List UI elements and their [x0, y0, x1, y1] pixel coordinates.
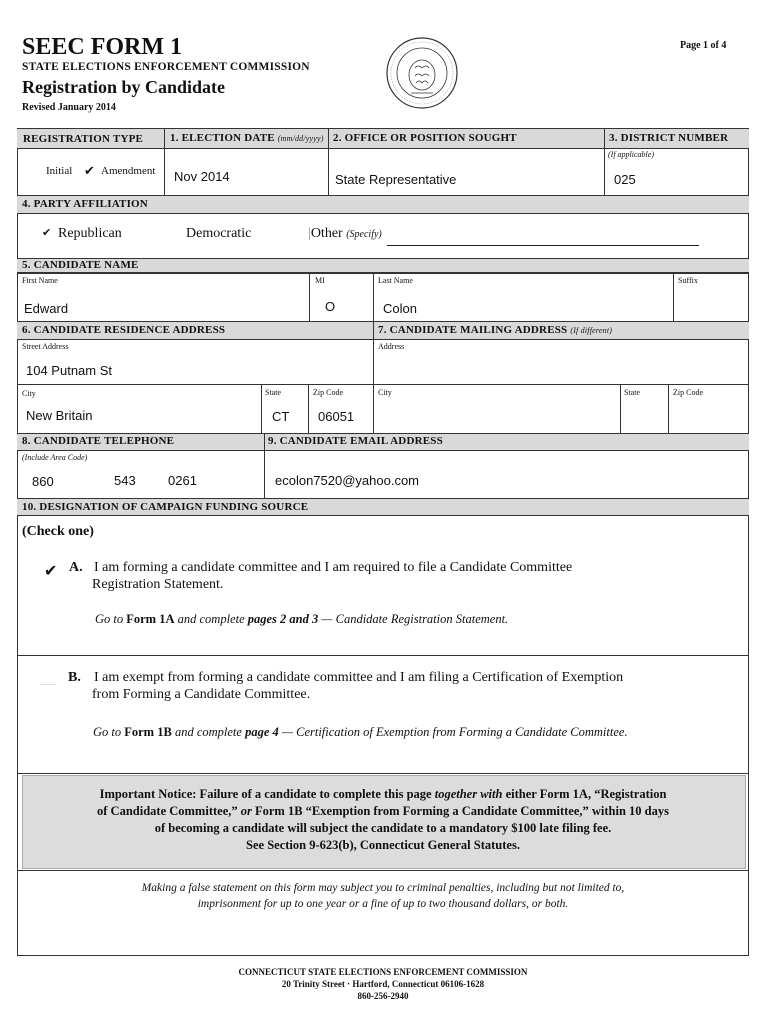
party-republican-option[interactable]: Republican [58, 226, 122, 241]
office-label: 2. OFFICE OR POSITION SOUGHT [333, 132, 517, 144]
option-b-instruction: Go to Form 1B and complete page 4 — Certification of Exemption from Forming a Candidate Committee. [93, 725, 628, 739]
mi-label: MI [315, 276, 325, 285]
option-a-text-2: Registration Statement. [92, 577, 224, 592]
party-democratic-option[interactable]: Democratic [186, 226, 252, 241]
district-note: (If applicable) [608, 150, 654, 159]
revised-date: Revised January 2014 [22, 102, 116, 113]
phone-prefix-field[interactable]: 543 [114, 473, 136, 488]
mi-field[interactable]: O [325, 299, 336, 314]
street-address-label: Street Address [22, 342, 69, 351]
option-b-checkbox[interactable] [40, 670, 56, 685]
suffix-label: Suffix [678, 276, 698, 285]
option-a-letter: A. [69, 560, 83, 575]
city-field[interactable]: New Britain [26, 408, 93, 423]
check-one-label: (Check one) [22, 524, 94, 539]
last-name-field[interactable]: Colon [383, 301, 417, 316]
false-statement-warning: Making a false statement on this form may subject you to criminal penalties, including but not limited to, imprisonment for up to one year or a fine of up to two thousand dollars, or both. [141, 882, 625, 910]
option-b-text-1: I am exempt from forming a candidate committee and I am filing a Certification of Exemption [94, 670, 624, 685]
mailing-address-sublabel: Address [378, 342, 405, 351]
party-other-field[interactable] [387, 245, 699, 246]
party-other-option[interactable]: |Other (Specify) [308, 226, 382, 241]
form-id: SEEC FORM 1 [22, 34, 183, 60]
registration-type-label: REGISTRATION TYPE [23, 133, 144, 145]
option-a-instruction: Go to Form 1A and complete pages 2 and 3 — Candidate Registration Statement. [95, 612, 509, 626]
election-date-label: 1. ELECTION DATE (mm/dd/yyyy) [170, 132, 324, 144]
option-a-text-1: I am forming a candidate committee and I am required to file a Candidate Committee [94, 560, 573, 575]
zip-label: Zip Code [313, 388, 343, 397]
election-date-field[interactable]: Nov 2014 [174, 169, 230, 184]
page-number: Page 1 of 4 [680, 40, 727, 51]
option-b-text-2: from Forming a Candidate Committee. [92, 687, 311, 702]
zip-field[interactable]: 06051 [318, 409, 355, 424]
republican-check-icon[interactable]: ✔ [42, 227, 52, 239]
form-title: Registration by Candidate [22, 77, 226, 97]
registration-initial-option[interactable]: Initial [46, 165, 73, 177]
last-name-label: Last Name [378, 276, 413, 285]
candidate-name-label: 5. CANDIDATE NAME [22, 259, 139, 271]
district-field[interactable]: 025 [614, 172, 636, 187]
telephone-note: (Include Area Code) [22, 453, 88, 462]
agency-name: STATE ELECTIONS ENFORCEMENT COMMISSION [22, 61, 310, 73]
email-field[interactable]: ecolon7520@yahoo.com [275, 473, 420, 488]
state-field[interactable]: CT [272, 409, 290, 424]
street-address-field[interactable]: 104 Putnam St [26, 363, 112, 378]
office-field[interactable]: State Representative [335, 172, 457, 187]
first-name-label: First Name [22, 276, 58, 285]
state-label: State [265, 388, 281, 397]
footer-address: CONNECTICUT STATE ELECTIONS ENFORCEMENT COMMISSION 20 Trinity Street · Hartford, Connecticut 06106-1628 860-256-2940 [238, 967, 528, 1001]
mailing-state-label: State [624, 388, 640, 397]
mailing-zip-label: Zip Code [673, 388, 703, 397]
amendment-check-icon[interactable]: ✔ [84, 163, 95, 178]
registration-amendment-option[interactable]: Amendment [101, 165, 156, 177]
state-seal-icon [385, 36, 459, 110]
first-name-field[interactable]: Edward [24, 301, 69, 316]
telephone-label: 8. CANDIDATE TELEPHONE [22, 435, 175, 447]
email-label: 9. CANDIDATE EMAIL ADDRESS [268, 435, 443, 447]
city-label: City [22, 389, 36, 398]
phone-line-field[interactable]: 0261 [168, 473, 197, 488]
district-label: 3. DISTRICT NUMBER [609, 132, 729, 144]
mailing-address-label: 7. CANDIDATE MAILING ADDRESS (If different) [378, 324, 613, 336]
phone-area-field[interactable]: 860 [32, 474, 54, 489]
important-notice-text: Important Notice: Failure of a candidate to complete this page together with either Form 1A, “Registration of Candidate Committee,” or Form 1B “Exemption from Forming a Candidate Committee,” within 10 days of becoming a candidate will subject the candidate to a mandatory $100 late filing fee. See Section 9-623(b), Connecticut General Statutes. [97, 787, 669, 852]
option-a-check-icon[interactable]: ✔ [44, 563, 58, 580]
mailing-city-label: City [378, 388, 392, 397]
party-label: 4. PARTY AFFILIATION [22, 198, 148, 210]
residence-address-label: 6. CANDIDATE RESIDENCE ADDRESS [22, 324, 226, 336]
option-b-letter: B. [68, 670, 81, 685]
funding-label: 10. DESIGNATION OF CAMPAIGN FUNDING SOURCE [22, 501, 309, 513]
